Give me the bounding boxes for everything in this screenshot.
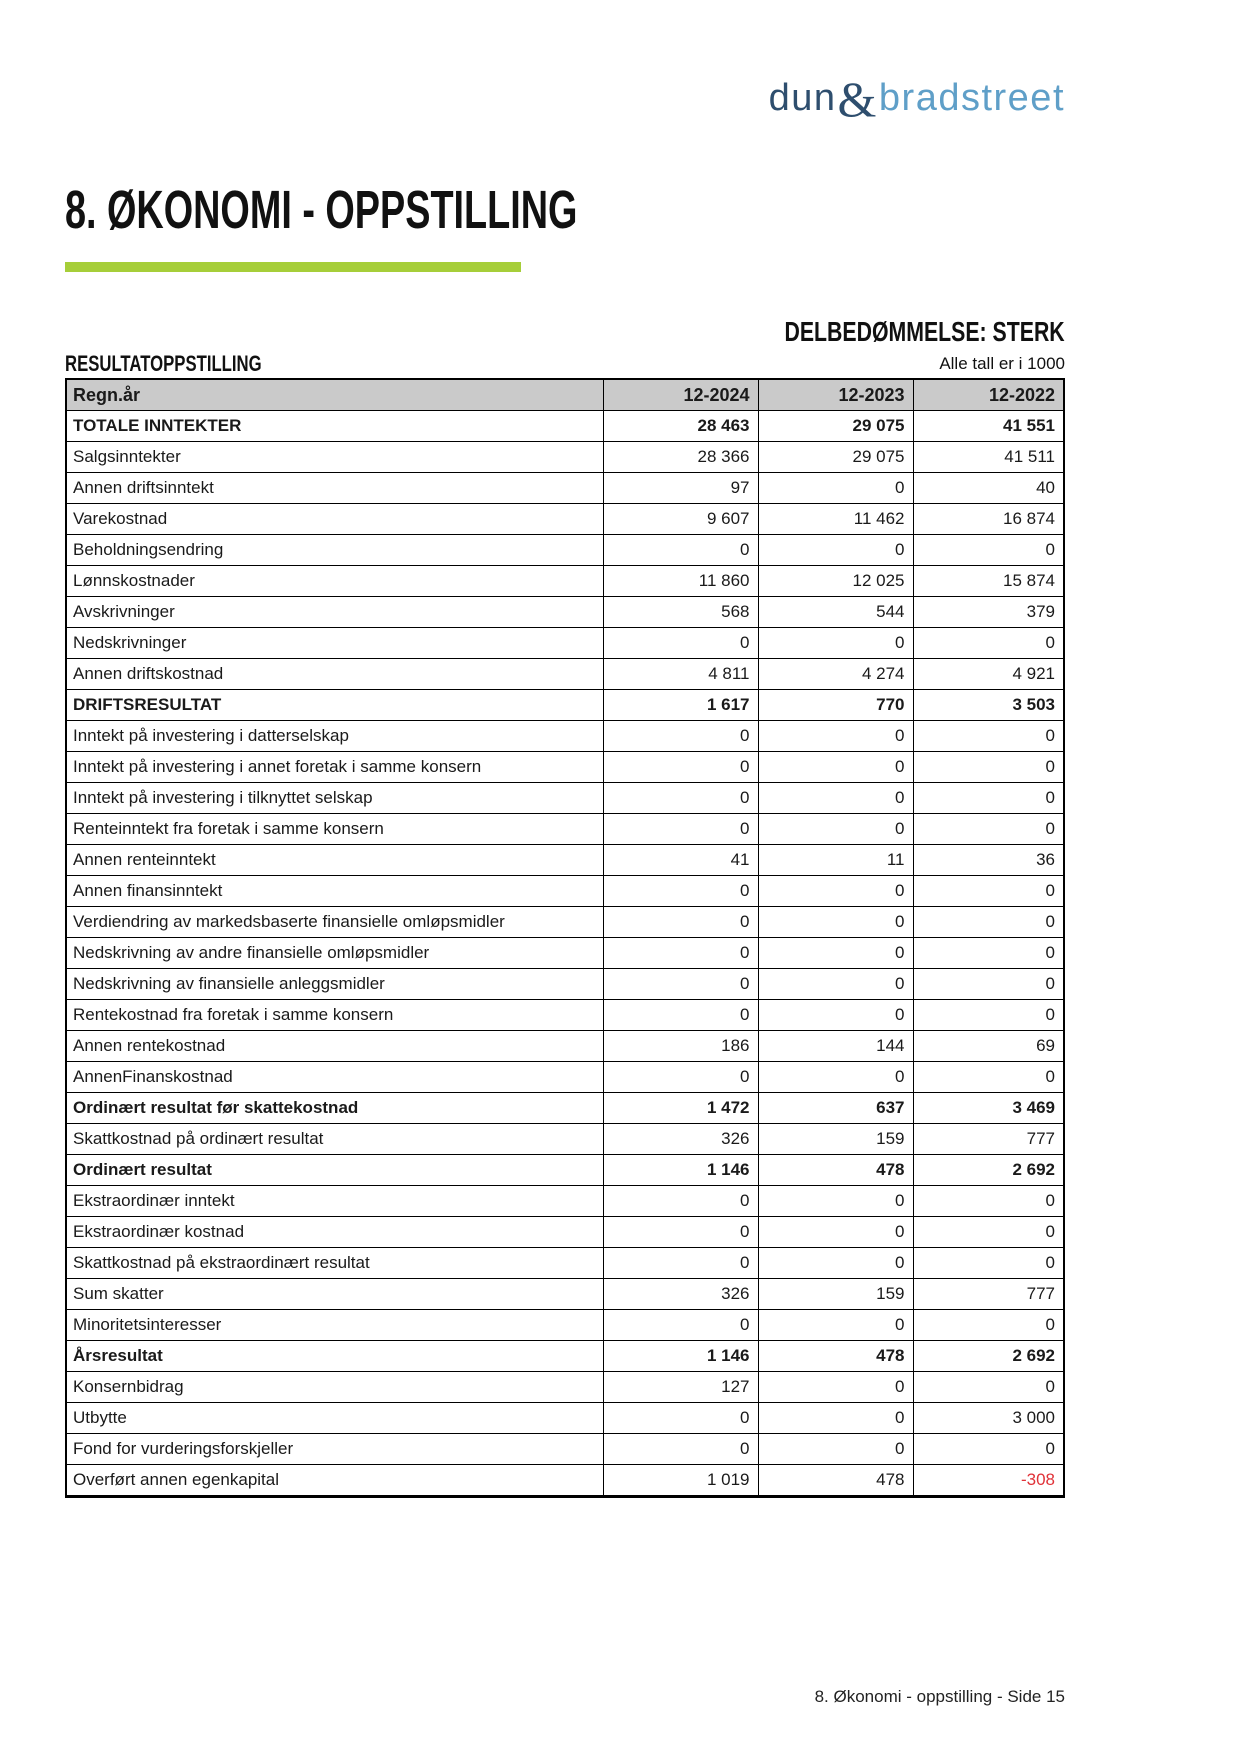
column-header-2024: 12-2024 xyxy=(603,379,758,411)
row-value: 4 811 xyxy=(603,659,758,690)
table-row xyxy=(66,783,1064,814)
column-header-regnar: Regn.år xyxy=(66,379,603,411)
row-value: 379 xyxy=(913,597,1064,628)
row-label: Ordinært resultat før skattekostnad xyxy=(66,1093,603,1124)
row-value: 478 xyxy=(758,1155,913,1186)
row-value: 0 xyxy=(603,535,758,566)
row-value: 0 xyxy=(913,783,1064,814)
table-row xyxy=(66,1248,1064,1279)
row-value: 1 472 xyxy=(603,1093,758,1124)
row-label: Annen finansinntekt xyxy=(66,876,603,907)
row-value: 326 xyxy=(603,1124,758,1155)
table-row xyxy=(66,411,1064,442)
row-value: 16 874 xyxy=(913,504,1064,535)
row-label: Annen driftskostnad xyxy=(66,659,603,690)
row-value: 11 xyxy=(758,845,913,876)
row-value: 0 xyxy=(603,628,758,659)
row-value: 478 xyxy=(758,1465,913,1497)
row-value: 0 xyxy=(913,907,1064,938)
row-value: 0 xyxy=(758,938,913,969)
row-label: Annen renteinntekt xyxy=(66,845,603,876)
row-value: 41 511 xyxy=(913,442,1064,473)
row-value: 777 xyxy=(913,1124,1064,1155)
row-value: 0 xyxy=(603,1186,758,1217)
row-value: 544 xyxy=(758,597,913,628)
row-value: 40 xyxy=(913,473,1064,504)
table-row xyxy=(66,1031,1064,1062)
row-value: 0 xyxy=(758,1062,913,1093)
row-value: 3 469 xyxy=(913,1093,1064,1124)
row-value: 0 xyxy=(603,814,758,845)
row-value: 28 463 xyxy=(603,411,758,442)
result-table xyxy=(65,378,1065,1498)
table-title: RESULTATOPPSTILLING xyxy=(65,351,262,376)
row-label: Skattkostnad på ordinært resultat xyxy=(66,1124,603,1155)
table-row xyxy=(66,752,1064,783)
row-label: Utbytte xyxy=(66,1403,603,1434)
row-value: 0 xyxy=(913,876,1064,907)
row-value: 159 xyxy=(758,1124,913,1155)
row-value: 15 874 xyxy=(913,566,1064,597)
page-title: 8. ØKONOMI - OPPSTILLING xyxy=(65,180,578,240)
row-value: 12 025 xyxy=(758,566,913,597)
row-value: 568 xyxy=(603,597,758,628)
table-row xyxy=(66,969,1064,1000)
row-value: 0 xyxy=(758,876,913,907)
table-row xyxy=(66,1341,1064,1372)
row-label: Nedskrivninger xyxy=(66,628,603,659)
table-row xyxy=(66,1155,1064,1186)
row-value: 0 xyxy=(758,969,913,1000)
row-value: 9 607 xyxy=(603,504,758,535)
table-header-row xyxy=(66,379,1064,411)
row-value: 144 xyxy=(758,1031,913,1062)
table-row xyxy=(66,1217,1064,1248)
table-row xyxy=(66,597,1064,628)
row-value: 770 xyxy=(758,690,913,721)
result-table-body xyxy=(66,411,1064,1497)
row-label: Beholdningsendring xyxy=(66,535,603,566)
table-row xyxy=(66,721,1064,752)
row-value: 0 xyxy=(603,1403,758,1434)
row-label: Inntekt på investering i datterselskap xyxy=(66,721,603,752)
row-value: 0 xyxy=(913,1248,1064,1279)
row-value: 0 xyxy=(758,628,913,659)
row-label: Minoritetsinteresser xyxy=(66,1310,603,1341)
table-row xyxy=(66,504,1064,535)
row-value: 0 xyxy=(603,1434,758,1465)
column-header-2023: 12-2023 xyxy=(758,379,913,411)
row-value: 4 921 xyxy=(913,659,1064,690)
column-header-2022: 12-2022 xyxy=(913,379,1064,411)
row-value: 0 xyxy=(913,1217,1064,1248)
row-value: 29 075 xyxy=(758,411,913,442)
row-value: 3 503 xyxy=(913,690,1064,721)
row-label: Ekstraordinær kostnad xyxy=(66,1217,603,1248)
table-row xyxy=(66,1186,1064,1217)
row-label: Overført annen egenkapital xyxy=(66,1465,603,1497)
table-row xyxy=(66,1000,1064,1031)
row-value: 0 xyxy=(603,1062,758,1093)
row-value: 326 xyxy=(603,1279,758,1310)
row-value: 127 xyxy=(603,1372,758,1403)
assessment-rating: DELBEDØMMELSE: STERK xyxy=(784,316,1065,347)
row-value: 159 xyxy=(758,1279,913,1310)
row-value: 0 xyxy=(603,721,758,752)
row-value: 0 xyxy=(758,783,913,814)
row-label: Rentekostnad fra foretak i samme konsern xyxy=(66,1000,603,1031)
row-label: Sum skatter xyxy=(66,1279,603,1310)
row-value: -308 xyxy=(913,1465,1064,1497)
row-value: 0 xyxy=(913,969,1064,1000)
row-value: 0 xyxy=(603,1217,758,1248)
title-underline-bar xyxy=(65,262,521,272)
row-value: 28 366 xyxy=(603,442,758,473)
row-value: 0 xyxy=(913,1372,1064,1403)
row-value: 0 xyxy=(758,752,913,783)
row-label: Årsresultat xyxy=(66,1341,603,1372)
row-value: 0 xyxy=(758,1372,913,1403)
row-value: 0 xyxy=(603,938,758,969)
row-value: 0 xyxy=(603,1310,758,1341)
row-label: Salgsinntekter xyxy=(66,442,603,473)
row-value: 0 xyxy=(913,535,1064,566)
row-label: Renteinntekt fra foretak i samme konsern xyxy=(66,814,603,845)
table-row xyxy=(66,535,1064,566)
table-row xyxy=(66,1372,1064,1403)
table-row xyxy=(66,1465,1064,1497)
row-value: 1 146 xyxy=(603,1341,758,1372)
row-value: 0 xyxy=(603,1000,758,1031)
row-value: 637 xyxy=(758,1093,913,1124)
table-row xyxy=(66,566,1064,597)
row-value: 0 xyxy=(758,535,913,566)
row-label: DRIFTSRESULTAT xyxy=(66,690,603,721)
table-row xyxy=(66,1124,1064,1155)
table-row xyxy=(66,938,1064,969)
row-value: 0 xyxy=(913,1062,1064,1093)
row-value: 2 692 xyxy=(913,1341,1064,1372)
row-label: Annen driftsinntekt xyxy=(66,473,603,504)
table-row xyxy=(66,659,1064,690)
row-value: 11 860 xyxy=(603,566,758,597)
logo-text-dun: dun xyxy=(768,77,837,119)
row-value: 0 xyxy=(758,721,913,752)
row-value: 0 xyxy=(913,752,1064,783)
row-value: 0 xyxy=(758,1248,913,1279)
row-value: 0 xyxy=(758,1000,913,1031)
table-row xyxy=(66,907,1064,938)
row-value: 0 xyxy=(913,938,1064,969)
row-label: Inntekt på investering i tilknyttet selskap xyxy=(66,783,603,814)
row-value: 0 xyxy=(758,814,913,845)
row-value: 0 xyxy=(913,1000,1064,1031)
row-value: 97 xyxy=(603,473,758,504)
row-value: 478 xyxy=(758,1341,913,1372)
row-label: Fond for vurderingsforskjeller xyxy=(66,1434,603,1465)
logo-text-bradstreet: bradstreet xyxy=(878,77,1065,119)
row-label: Annen rentekostnad xyxy=(66,1031,603,1062)
table-row xyxy=(66,1403,1064,1434)
row-value: 69 xyxy=(913,1031,1064,1062)
row-label: Ordinært resultat xyxy=(66,1155,603,1186)
row-value: 2 692 xyxy=(913,1155,1064,1186)
table-row xyxy=(66,1310,1064,1341)
row-value: 1 617 xyxy=(603,690,758,721)
table-row xyxy=(66,814,1064,845)
row-label: Ekstraordinær inntekt xyxy=(66,1186,603,1217)
row-value: 0 xyxy=(758,1434,913,1465)
row-value: 0 xyxy=(603,783,758,814)
row-label: TOTALE INNTEKTER xyxy=(66,411,603,442)
row-value: 3 000 xyxy=(913,1403,1064,1434)
table-row xyxy=(66,1434,1064,1465)
table-row xyxy=(66,628,1064,659)
row-value: 0 xyxy=(913,1310,1064,1341)
row-value: 0 xyxy=(913,721,1064,752)
row-label: Konsernbidrag xyxy=(66,1372,603,1403)
row-value: 29 075 xyxy=(758,442,913,473)
table-row xyxy=(66,1062,1064,1093)
row-value: 777 xyxy=(913,1279,1064,1310)
row-label: Nedskrivning av andre finansielle omløpsmidler xyxy=(66,938,603,969)
row-value: 0 xyxy=(758,907,913,938)
row-value: 0 xyxy=(603,907,758,938)
units-note: Alle tall er i 1000 xyxy=(939,354,1065,373)
row-value: 11 462 xyxy=(758,504,913,535)
row-value: 0 xyxy=(758,1186,913,1217)
row-label: Avskrivninger xyxy=(66,597,603,628)
row-value: 41 551 xyxy=(913,411,1064,442)
table-row xyxy=(66,1093,1064,1124)
row-value: 0 xyxy=(758,1310,913,1341)
row-value: 0 xyxy=(913,814,1064,845)
row-value: 0 xyxy=(603,752,758,783)
row-value: 0 xyxy=(913,628,1064,659)
page-footer: 8. Økonomi - oppstilling - Side 15 xyxy=(814,1687,1065,1706)
row-value: 0 xyxy=(603,969,758,1000)
row-value: 0 xyxy=(913,1186,1064,1217)
row-value: 0 xyxy=(758,1403,913,1434)
row-value: 0 xyxy=(758,1217,913,1248)
row-value: 1 019 xyxy=(603,1465,758,1497)
row-value: 0 xyxy=(758,473,913,504)
row-value: 41 xyxy=(603,845,758,876)
row-label: Nedskrivning av finansielle anleggsmidler xyxy=(66,969,603,1000)
row-label: Skattkostnad på ekstraordinært resultat xyxy=(66,1248,603,1279)
table-row xyxy=(66,473,1064,504)
row-label: Lønnskostnader xyxy=(66,566,603,597)
row-value: 1 146 xyxy=(603,1155,758,1186)
row-value: 186 xyxy=(603,1031,758,1062)
row-value: 4 274 xyxy=(758,659,913,690)
row-label: Inntekt på investering i annet foretak i samme konsern xyxy=(66,752,603,783)
row-value: 0 xyxy=(913,1434,1064,1465)
table-row xyxy=(66,690,1064,721)
table-row xyxy=(66,1279,1064,1310)
dun-bradstreet-logo xyxy=(768,71,1065,127)
table-row xyxy=(66,442,1064,473)
table-row xyxy=(66,845,1064,876)
row-value: 0 xyxy=(603,1248,758,1279)
table-row xyxy=(66,876,1064,907)
row-label: AnnenFinanskostnad xyxy=(66,1062,603,1093)
row-value: 36 xyxy=(913,845,1064,876)
row-label: Verdiendring av markedsbaserte finansielle omløpsmidler xyxy=(66,907,603,938)
ampersand-icon: & xyxy=(837,71,878,127)
row-value: 0 xyxy=(603,876,758,907)
row-label: Varekostnad xyxy=(66,504,603,535)
